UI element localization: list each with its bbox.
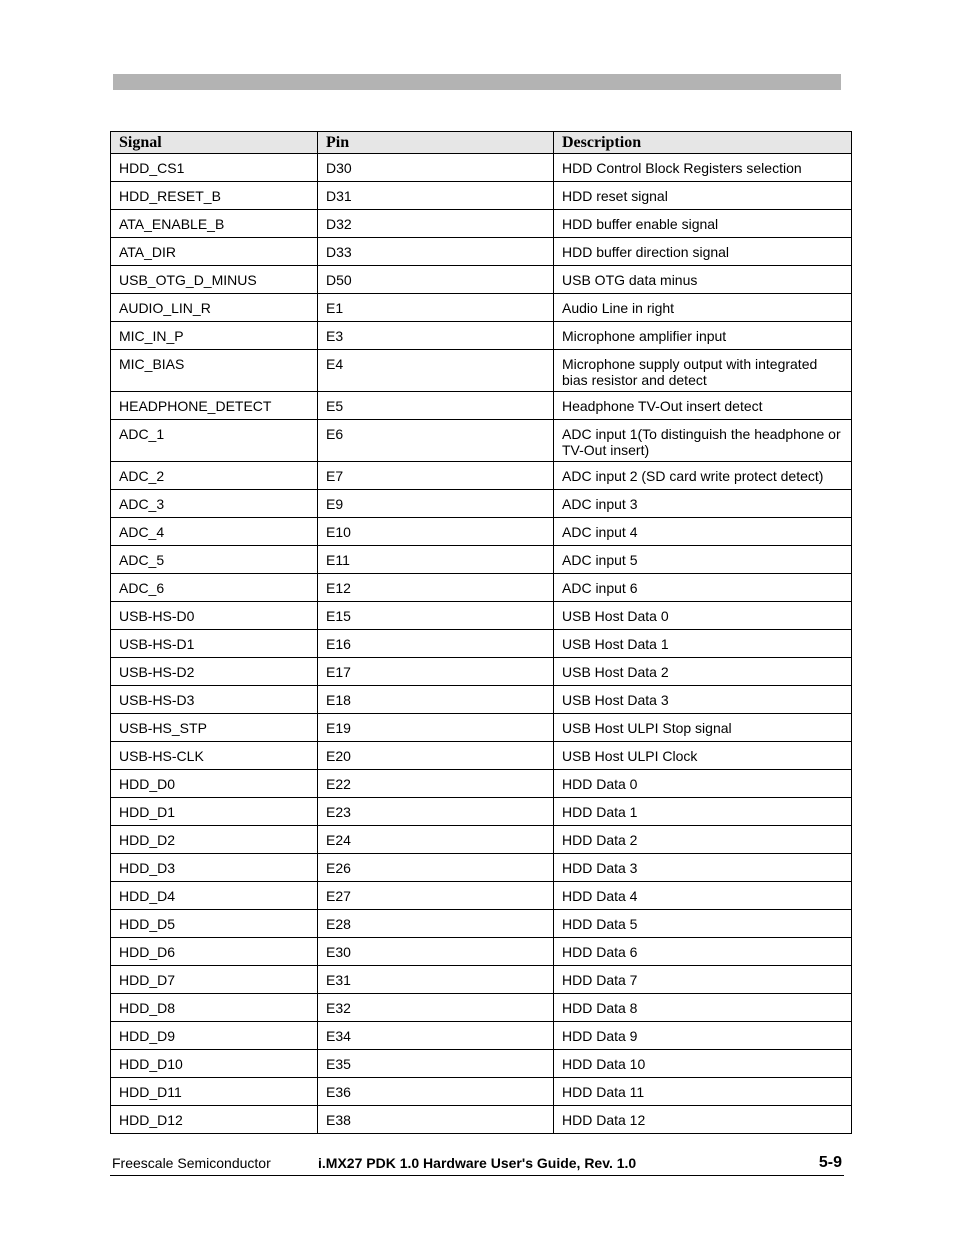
description-cell: ADC input 4: [554, 518, 852, 546]
pin-cell: E6: [318, 420, 554, 462]
table-header-row: [111, 132, 852, 154]
pin-cell: D33: [318, 238, 554, 266]
pin-cell: E31: [318, 966, 554, 994]
signal-cell: HDD_D1: [111, 798, 318, 826]
signal-cell: ADC_5: [111, 546, 318, 574]
table-row: [111, 350, 852, 392]
table-row: [111, 1022, 852, 1050]
description-cell: HDD Data 9: [554, 1022, 852, 1050]
pin-cell: E12: [318, 574, 554, 602]
description-cell: HDD buffer direction signal: [554, 238, 852, 266]
signal-cell: HDD_D2: [111, 826, 318, 854]
column-header-description: Description: [554, 132, 852, 154]
pin-cell: E10: [318, 518, 554, 546]
table-row: [111, 182, 852, 210]
pin-cell: E38: [318, 1106, 554, 1134]
table-row: [111, 1106, 852, 1134]
signal-cell: AUDIO_LIN_R: [111, 294, 318, 322]
signal-pin-table: [110, 131, 852, 1134]
description-cell: ADC input 6: [554, 574, 852, 602]
pin-cell: E11: [318, 546, 554, 574]
footer-page-number: 5-9: [818, 1154, 842, 1171]
description-cell: HDD Data 10: [554, 1050, 852, 1078]
description-cell: HDD Data 11: [554, 1078, 852, 1106]
table-row: [111, 266, 852, 294]
signal-cell: HDD_D3: [111, 854, 318, 882]
signal-cell: HDD_D12: [111, 1106, 318, 1134]
pin-cell: E9: [318, 490, 554, 518]
pin-cell: E36: [318, 1078, 554, 1106]
description-cell: USB Host Data 3: [554, 686, 852, 714]
table-row: [111, 994, 852, 1022]
pin-cell: E27: [318, 882, 554, 910]
signal-cell: MIC_BIAS: [111, 350, 318, 392]
signal-cell: HDD_D7: [111, 966, 318, 994]
pin-cell: E4: [318, 350, 554, 392]
description-cell: HDD Control Block Registers selection: [554, 154, 852, 182]
description-cell: Microphone amplifier input: [554, 322, 852, 350]
description-cell: HDD Data 0: [554, 770, 852, 798]
table-row: [111, 966, 852, 994]
signal-cell: ADC_4: [111, 518, 318, 546]
header-bar: [113, 74, 841, 90]
signal-cell: HDD_D5: [111, 910, 318, 938]
description-cell: HDD buffer enable signal: [554, 210, 852, 238]
table-row: [111, 854, 852, 882]
table-row: [111, 630, 852, 658]
pin-cell: E19: [318, 714, 554, 742]
pin-cell: E28: [318, 910, 554, 938]
signal-cell: HDD_D4: [111, 882, 318, 910]
pin-cell: E7: [318, 462, 554, 490]
pin-cell: D50: [318, 266, 554, 294]
signal-cell: USB-HS-D2: [111, 658, 318, 686]
column-header-signal: Signal: [111, 132, 318, 154]
pin-cell: D30: [318, 154, 554, 182]
table-row: [111, 1078, 852, 1106]
footer-divider: [110, 1175, 844, 1176]
description-cell: ADC input 1(To distinguish the headphone or TV-Out insert): [554, 420, 852, 462]
table-row: [111, 420, 852, 462]
table-row: [111, 210, 852, 238]
description-cell: HDD Data 1: [554, 798, 852, 826]
signal-cell: USB-HS-D0: [111, 602, 318, 630]
signal-cell: USB-HS_STP: [111, 714, 318, 742]
signal-cell: USB_OTG_D_MINUS: [111, 266, 318, 294]
signal-cell: HDD_D11: [111, 1078, 318, 1106]
pin-cell: D32: [318, 210, 554, 238]
table-row: [111, 770, 852, 798]
signal-cell: HDD_RESET_B: [111, 182, 318, 210]
signal-cell: ADC_1: [111, 420, 318, 462]
signal-cell: MIC_IN_P: [111, 322, 318, 350]
footer-document-title: i.MX27 PDK 1.0 Hardware User's Guide, Rev. 1.0: [318, 1155, 637, 1171]
pin-cell: E23: [318, 798, 554, 826]
description-cell: USB Host ULPI Clock: [554, 742, 852, 770]
description-cell: USB OTG data minus: [554, 266, 852, 294]
description-cell: Audio Line in right: [554, 294, 852, 322]
pin-cell: E15: [318, 602, 554, 630]
signal-cell: USB-HS-CLK: [111, 742, 318, 770]
description-cell: USB Host Data 2: [554, 658, 852, 686]
pin-cell: E32: [318, 994, 554, 1022]
table-row: [111, 826, 852, 854]
table-row: [111, 658, 852, 686]
description-cell: ADC input 3: [554, 490, 852, 518]
table-row: [111, 294, 852, 322]
pin-cell: E1: [318, 294, 554, 322]
table-row: [111, 1050, 852, 1078]
description-cell: Microphone supply output with integrated bias resistor and detect: [554, 350, 852, 392]
table-row: [111, 882, 852, 910]
table-row: [111, 322, 852, 350]
table-row: [111, 742, 852, 770]
description-cell: Headphone TV-Out insert detect: [554, 392, 852, 420]
description-cell: USB Host Data 0: [554, 602, 852, 630]
description-cell: HDD reset signal: [554, 182, 852, 210]
signal-cell: HDD_D0: [111, 770, 318, 798]
table-row: [111, 602, 852, 630]
signal-cell: HDD_D9: [111, 1022, 318, 1050]
table-row: [111, 518, 852, 546]
signal-cell: ADC_3: [111, 490, 318, 518]
pin-cell: E22: [318, 770, 554, 798]
pin-cell: E20: [318, 742, 554, 770]
table-row: [111, 238, 852, 266]
footer-company: Freescale Semiconductor: [112, 1155, 271, 1171]
description-cell: HDD Data 7: [554, 966, 852, 994]
pin-cell: E30: [318, 938, 554, 966]
description-cell: ADC input 5: [554, 546, 852, 574]
description-cell: HDD Data 12: [554, 1106, 852, 1134]
pin-cell: E24: [318, 826, 554, 854]
signal-cell: ATA_ENABLE_B: [111, 210, 318, 238]
table-row: [111, 686, 852, 714]
signal-cell: HDD_D8: [111, 994, 318, 1022]
table-row: [111, 798, 852, 826]
signal-cell: ATA_DIR: [111, 238, 318, 266]
pin-cell: E18: [318, 686, 554, 714]
description-cell: HDD Data 3: [554, 854, 852, 882]
signal-cell: ADC_6: [111, 574, 318, 602]
table-row: [111, 490, 852, 518]
table-row: [111, 392, 852, 420]
description-cell: USB Host Data 1: [554, 630, 852, 658]
signal-cell: HDD_D6: [111, 938, 318, 966]
pin-cell: E17: [318, 658, 554, 686]
pin-cell: E3: [318, 322, 554, 350]
pin-cell: E34: [318, 1022, 554, 1050]
table-row: [111, 546, 852, 574]
column-header-pin: Pin: [318, 132, 554, 154]
description-cell: ADC input 2 (SD card write protect detect): [554, 462, 852, 490]
description-cell: HDD Data 2: [554, 826, 852, 854]
description-cell: HDD Data 5: [554, 910, 852, 938]
signal-cell: USB-HS-D1: [111, 630, 318, 658]
pin-cell: D31: [318, 182, 554, 210]
table-row: [111, 154, 852, 182]
signal-cell: HDD_D10: [111, 1050, 318, 1078]
pin-cell: E26: [318, 854, 554, 882]
signal-cell: USB-HS-D3: [111, 686, 318, 714]
signal-cell: ADC_2: [111, 462, 318, 490]
description-cell: USB Host ULPI Stop signal: [554, 714, 852, 742]
signal-cell: HDD_CS1: [111, 154, 318, 182]
description-cell: HDD Data 6: [554, 938, 852, 966]
description-cell: HDD Data 8: [554, 994, 852, 1022]
pin-cell: E5: [318, 392, 554, 420]
table-row: [111, 714, 852, 742]
pin-cell: E16: [318, 630, 554, 658]
table-row: [111, 938, 852, 966]
pin-cell: E35: [318, 1050, 554, 1078]
signal-cell: HEADPHONE_DETECT: [111, 392, 318, 420]
description-cell: HDD Data 4: [554, 882, 852, 910]
table-row: [111, 462, 852, 490]
table-row: [111, 910, 852, 938]
table-row: [111, 574, 852, 602]
